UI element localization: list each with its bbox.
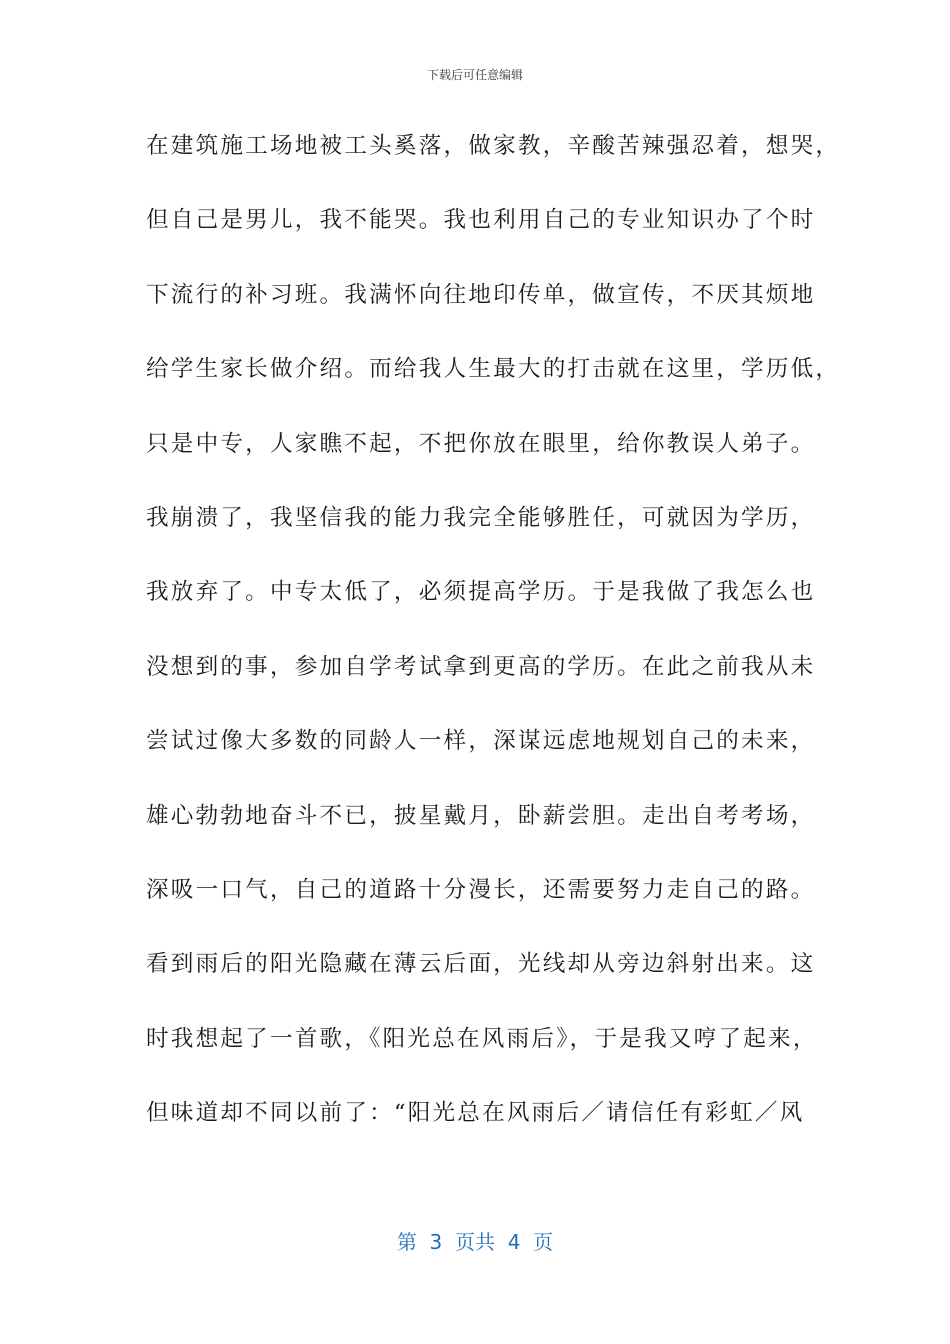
document-body [146,120,841,1161]
text-line: 尝试过像大多数的同龄人一样，深谋远虑地规划自己的未来， [146,728,816,755]
text-line: 雄心勃勃地奋斗不已，披星戴月，卧薪尝胆。走出自考考场， [146,802,816,829]
text-line: 下流行的补习班。我满怀向往地印传单，做宣传，不厌其烦地 [146,281,816,308]
text-line: 深吸一口气，自己的道路十分漫长，还需要努力走自己的路。 [146,876,816,903]
text-line: 没想到的事，参加自学考试拿到更高的学历。在此之前我从未 [146,653,816,680]
text-line: 看到雨后的阳光隐藏在薄云后面，光线却从旁边斜射出来。这 [146,951,816,978]
page-number-text: 第 3 页共 4 页 [396,1230,554,1254]
text-line: 给学生家长做介绍。而给我人生最大的打击就在这里，学历低， [146,356,841,383]
text-line: 在建筑施工场地被工头奚落，做家教，辛酸苦辣强忍着，想哭， [146,133,841,159]
text-line: 只是中专，人家瞧不起，不把你放在眼里，给你教误人弟子。 [146,430,816,457]
page-header: 下载后可任意编辑 [426,68,523,82]
text-line: 但味道却不同以前了：“阳光总在风雨后／请信任有彩虹／风 [146,1100,805,1127]
text-line: 我崩溃了，我坚信我的能力我完全能够胜任，可就因为学历， [146,504,816,531]
page-number-footer [0,1226,950,1255]
text-line: 但自己是男儿，我不能哭。我也利用自己的专业知识办了个时 [146,207,816,234]
text-line: 我放弃了。中专太低了，必须提高学历。于是我做了我怎么也 [146,579,816,606]
text-line: 时我想起了一首歌，《阳光总在风雨后》，于是我又哼了起来， [146,1025,818,1052]
